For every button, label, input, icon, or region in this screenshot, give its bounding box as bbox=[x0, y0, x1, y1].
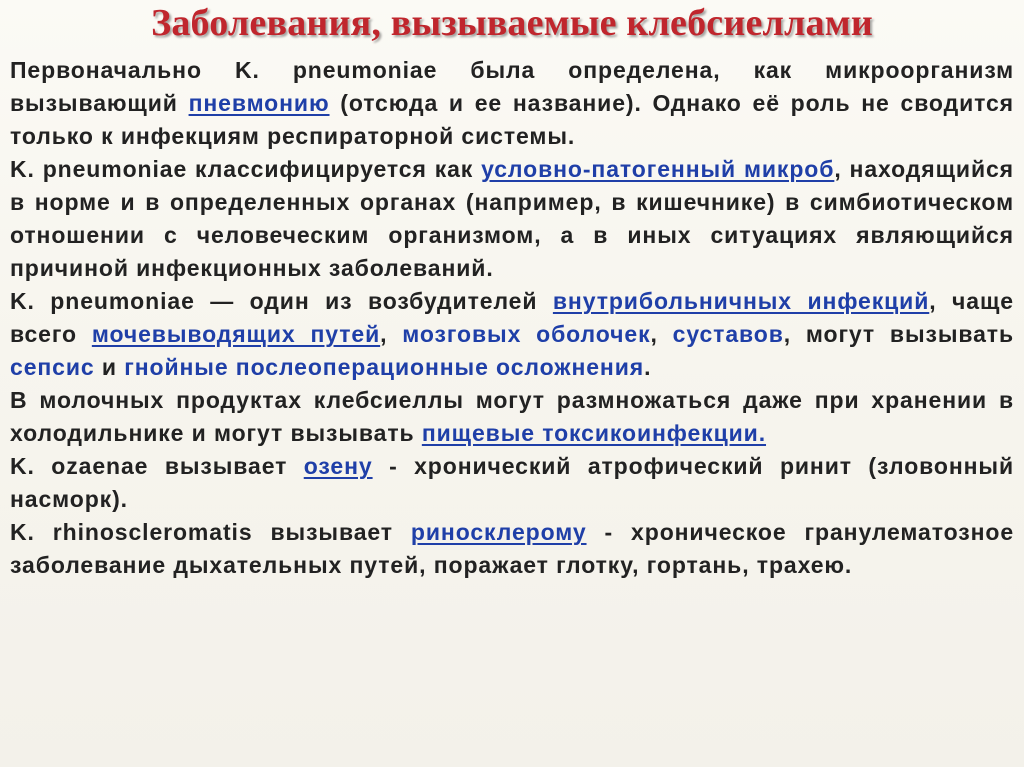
highlight-joints: суставов bbox=[672, 321, 784, 347]
link-pneumonia[interactable]: пневмонию bbox=[188, 90, 330, 116]
highlight-postoperative: гнойные послеоперационные осложнения bbox=[124, 354, 645, 380]
text: K. rhinoscleromatis вызывает bbox=[10, 519, 411, 545]
link-ozena[interactable]: озену bbox=[303, 453, 373, 479]
text: , могут вызывать bbox=[783, 321, 1015, 347]
link-food-toxicoinfections[interactable]: пищевые токсикоинфекции. bbox=[421, 420, 767, 446]
text: В молочных продуктах клебсиеллы могут размножаться даже при хранении в холодильнике и могут вызывать bbox=[10, 387, 1014, 446]
text: - хронический атрофический ринит (зловонный насморк). bbox=[10, 453, 1014, 512]
paragraph-dairy bbox=[10, 384, 1014, 450]
text: Первоначально K. pneumoniae была определена, как микроорганизм вызывающий bbox=[10, 57, 1014, 116]
slide-body bbox=[10, 54, 1014, 582]
text: (отсюда и ее название). Однако её роль не сводится только к инфекциям респираторной системы. bbox=[10, 90, 1014, 149]
text: K. pneumoniae — один из возбудителей bbox=[10, 288, 553, 314]
text: K. pneumoniae классифицируется как bbox=[10, 156, 482, 182]
link-opportunistic-microbe[interactable]: условно-патогенный микроб bbox=[481, 156, 835, 182]
paragraph-pneumonia bbox=[10, 54, 1014, 153]
text: - хроническое гранулематозное заболевание дыхательных путей, поражает глотку, гортань, трахею. bbox=[10, 519, 1015, 578]
slide-title: Заболевания, вызываемые клебсиеллами bbox=[151, 2, 873, 44]
text: , bbox=[650, 321, 673, 347]
paragraph-rhinoscleromatis bbox=[10, 516, 1014, 582]
text: . bbox=[644, 354, 652, 380]
text: , bbox=[380, 321, 403, 347]
paragraph-opportunistic bbox=[10, 153, 1014, 285]
highlight-sepsis: сепсис bbox=[10, 354, 95, 380]
text: K. ozaenae вызывает bbox=[10, 453, 304, 479]
text: , находящийся в норме и в определенных органах (например, в кишечнике) в симбиотическом отношении с человеческим организмом, а в иных ситуациях являющийся причиной инфекционных заболеваний. bbox=[10, 156, 1014, 281]
link-urinary-tract[interactable]: мочевыводящих путей bbox=[91, 321, 381, 347]
link-rhinoscleroma[interactable]: риносклерому bbox=[410, 519, 587, 545]
link-nosocomial-infections[interactable]: внутрибольничных инфекций bbox=[552, 288, 930, 314]
paragraph-ozaenae bbox=[10, 450, 1014, 516]
text: , чаще всего bbox=[10, 288, 1014, 347]
highlight-meninges: мозговых оболочек bbox=[402, 321, 651, 347]
text: и bbox=[94, 354, 125, 380]
paragraph-nosocomial bbox=[10, 285, 1014, 384]
